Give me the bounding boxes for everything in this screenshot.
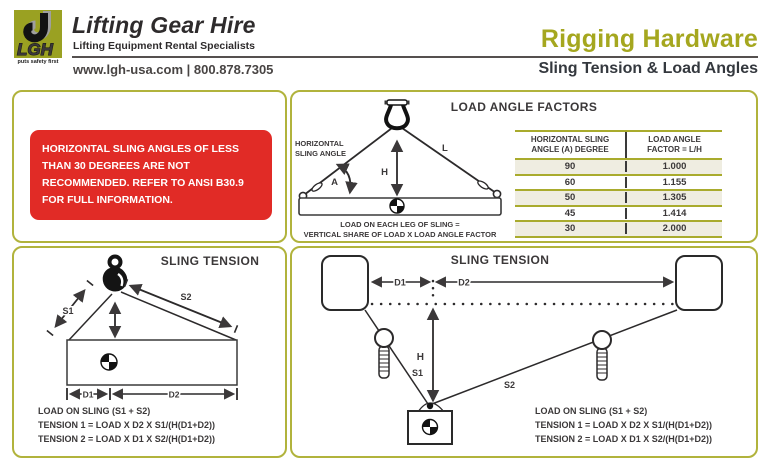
company-subtitle: Lifting Equipment Rental Specialists (73, 40, 256, 52)
angle-value: 30 (515, 223, 627, 234)
label-h: H (381, 167, 388, 178)
load-angle-factors-panel (290, 90, 758, 243)
turnbuckle-icon-right (593, 331, 611, 380)
table-row (515, 160, 722, 176)
company-name: Lifting Gear Hire (72, 12, 256, 38)
label-l: L (442, 143, 448, 154)
center-of-gravity-icon (423, 420, 438, 435)
convergence-pin (427, 403, 433, 409)
load-angle-caption (292, 220, 508, 240)
load-angle-table (515, 130, 722, 238)
label-a: A (331, 177, 338, 188)
angle-value: 45 (515, 208, 627, 219)
doc-title: Rigging Hardware (540, 25, 758, 53)
sling-fitting-right (477, 179, 490, 190)
formula-tension1: TENSION 1 = LOAD X D2 X S1/(H(D1+D2)) (535, 419, 713, 430)
header-divider (72, 56, 758, 58)
sling-tension-left-diagram (14, 250, 285, 403)
sling-right (121, 292, 236, 340)
warning-text: HORIZONTAL SLING ANGLES OF LESS THAN 30 DEGREES ARE NOT RECOMMENDED. REFER TO ANSI B30.9 FOR FULL INFORMATION. (30, 130, 272, 220)
label-s1: S1 (412, 368, 424, 378)
factor-value: 2.000 (662, 223, 687, 235)
factor-value: 1.305 (662, 192, 687, 204)
table-row (515, 222, 722, 238)
table-row (515, 176, 722, 192)
label-d1: D1 (394, 277, 406, 288)
col1-header: HORIZONTAL SLING ANGLE (A) DEGREE (515, 132, 627, 158)
sling-fitting-left (311, 181, 324, 192)
label-s1: S1 (62, 306, 74, 316)
label-d2: D2 (168, 389, 180, 400)
formula-tension1: TENSION 1 = LOAD X D2 X S1/(H(D1+D2)) (38, 419, 216, 430)
sling-tension-left-panel (12, 246, 287, 458)
eyelet-right (493, 190, 500, 197)
angle-value: 90 (515, 161, 627, 172)
shackle-icon (385, 100, 410, 128)
sling-tension-left-title: SLING TENSION (160, 254, 260, 268)
label-s2: S2 (504, 380, 516, 390)
load-angle-factors-title: LOAD ANGLE FACTORS (450, 100, 598, 114)
label-d2: D2 (458, 277, 470, 288)
s2-tick (235, 325, 238, 332)
table-header-row (515, 130, 722, 160)
formula-tension2: TENSION 2 = LOAD X D1 X S2/(H(D1+D2)) (535, 433, 713, 444)
col2-header: LOAD ANGLE FACTOR = L/H (647, 135, 702, 154)
lgh-logo (14, 10, 62, 58)
anchor-block-right (676, 256, 722, 310)
caption-line1: LOAD ON EACH LEG OF SLING = (340, 220, 460, 229)
label-h: H (416, 352, 424, 363)
caption-line2: VERTICAL SHARE OF LOAD X LOAD ANGLE FACTOR (303, 229, 497, 239)
sling-tension-right-panel (290, 246, 758, 458)
horizontal-sling-angle-label: HORIZONTAL SLING ANGLE (295, 139, 346, 158)
sling-formulas-right (535, 405, 712, 447)
factor-value: 1.414 (662, 207, 687, 219)
label-s2: S2 (180, 292, 192, 302)
table-row (515, 191, 722, 207)
factor-value: 1.000 (662, 161, 687, 173)
label-d1: D1 (82, 389, 94, 400)
anchor-block-left (322, 256, 368, 310)
center-of-gravity-icon (390, 199, 404, 213)
formula-tension2: TENSION 2 = LOAD X D1 X S2/(H(D1+D2)) (38, 433, 216, 444)
sling-tension-right-title: SLING TENSION (450, 253, 550, 267)
formula-load: LOAD ON SLING (S1 + S2) (38, 406, 151, 416)
s1-tick (47, 331, 53, 336)
table-row (515, 207, 722, 223)
angle-arc (338, 165, 351, 192)
logo-letters: LGH (17, 40, 53, 58)
sling-s2 (432, 310, 677, 404)
logo-tagline: puts safety first (17, 59, 59, 65)
s1-tick (87, 281, 93, 286)
angle-value: 50 (515, 192, 627, 203)
turnbuckle-icon-left (375, 329, 393, 378)
warning-panel (12, 90, 287, 243)
center-of-gravity-icon (101, 354, 117, 370)
doc-subtitle: Sling Tension & Load Angles (538, 60, 758, 77)
factor-value: 1.155 (662, 176, 687, 188)
hook-logo-icon (14, 10, 62, 58)
sling-formulas-left (38, 405, 215, 447)
angle-value: 60 (515, 177, 627, 188)
formula-load: LOAD ON SLING (S1 + S2) (535, 406, 648, 416)
load-block (67, 340, 237, 385)
hook-icon (103, 257, 128, 292)
contact-info: www.lgh-usa.com | 800.878.7305 (73, 62, 274, 77)
